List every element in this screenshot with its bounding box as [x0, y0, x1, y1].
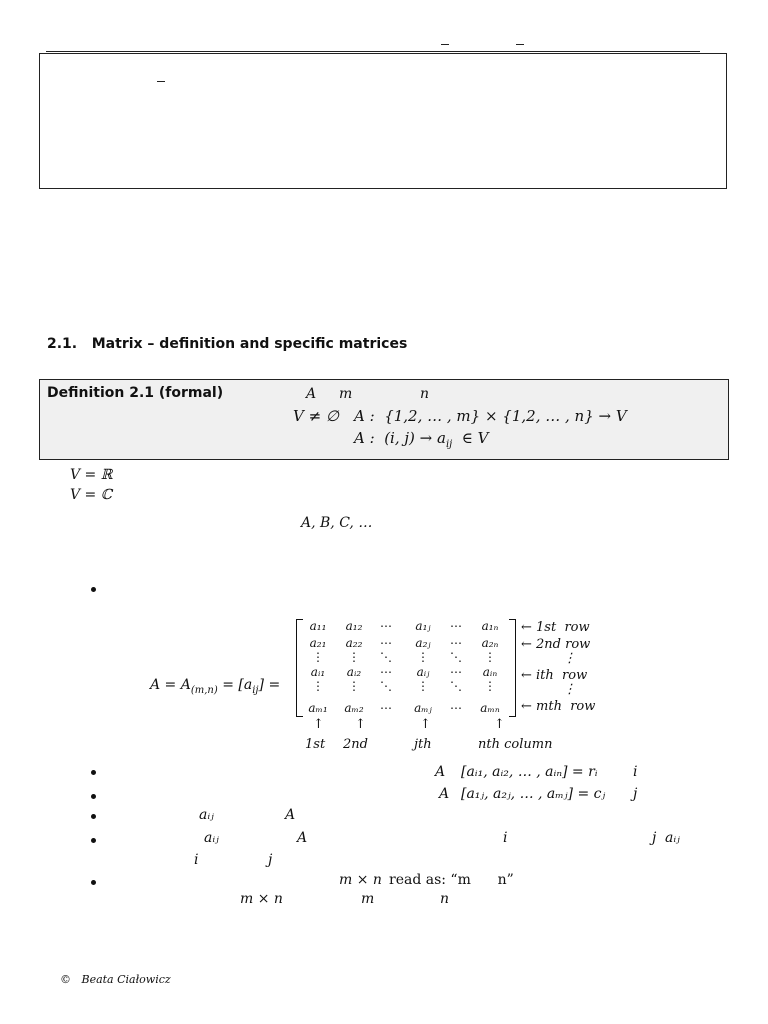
header-dash	[516, 44, 524, 45]
col-index-j: j	[633, 786, 638, 802]
matrix-cell: a₁ₙ	[481, 619, 499, 633]
general-matrix	[296, 617, 516, 717]
matrix-notation: A, B, C, …	[301, 515, 373, 531]
position-aij-2: aᵢⱼ	[665, 830, 680, 846]
matrix-row-label: ⋮	[563, 682, 576, 697]
real-field: V = ℝ	[70, 467, 113, 483]
matrix-cell: a₁₂	[345, 619, 363, 633]
matrix-cell: a₂ₙ	[481, 636, 499, 650]
summary-box	[39, 53, 727, 189]
matrix-cell: ⋯	[450, 665, 462, 679]
matrix-cell: aᵢ₂	[346, 665, 362, 679]
matrix-cell: ⋮	[417, 679, 429, 693]
position-i-2: i	[194, 852, 199, 868]
col-vector-A: A	[439, 786, 450, 802]
matrix-cell: aₘ₁	[308, 701, 328, 715]
column-label: jth	[414, 737, 432, 752]
size-mxn-2: m × n	[240, 891, 283, 907]
position-i: i	[503, 830, 508, 846]
matrix-cell: ⋮	[348, 650, 360, 664]
matrix-cell: aₘⱼ	[414, 701, 432, 715]
matrix-cell: aₘₙ	[480, 701, 500, 715]
definition-title: Definition 2.1 (formal)	[47, 385, 224, 401]
column-arrow: ↑	[355, 717, 366, 732]
column-label: 1st	[305, 737, 326, 752]
bullet	[91, 770, 96, 775]
bullet	[91, 587, 96, 592]
column-arrow: ↑	[313, 717, 324, 732]
def-elementwise: A : (i, $j) \to a_{ij}$ ∈ V	[354, 429, 489, 450]
bullet	[91, 880, 96, 885]
column-label: 2nd	[343, 737, 368, 752]
matrix-cell: a₂₁	[309, 636, 327, 650]
def-symbol-m: m	[339, 386, 353, 402]
matrix-row-label: ← 2nd row	[521, 637, 591, 652]
matrix-row-label: ⋮	[563, 651, 576, 666]
matrix-cell: ⋯	[450, 636, 462, 650]
matrix-cell: ⋯	[380, 636, 392, 650]
matrix-cell: ⋯	[380, 665, 392, 679]
column-arrow: ↑	[420, 717, 431, 732]
bullet	[91, 794, 96, 799]
matrix-cell: a₁ⱼ	[415, 619, 431, 633]
def-mapping: A : {1,2, … , m} × {1,2, … , n} → V	[354, 407, 627, 425]
matrix-cell: ⋮	[484, 679, 496, 693]
position-j-2: j	[268, 852, 273, 868]
matrix-cell: ⋯	[450, 619, 462, 633]
complex-field: V = ℂ	[70, 487, 112, 503]
row-vector-expr: [aᵢ₁, aᵢ₂, … , aᵢₙ] = rᵢ	[461, 764, 598, 780]
matrix-cell: ⋮	[312, 650, 324, 664]
size-n: n	[440, 891, 450, 907]
size-read-as: read as: “m n”	[389, 872, 514, 888]
size-m: m	[361, 891, 375, 907]
matrix-cell: a₂ⱼ	[415, 636, 431, 650]
matrix-cell: aₘ₂	[344, 701, 364, 715]
position-A: A	[297, 830, 308, 846]
row-index-i: i	[633, 764, 638, 780]
copyright-footer: © Beata Ciałowicz	[60, 973, 171, 986]
header-rule	[46, 51, 700, 52]
bullet	[91, 814, 96, 819]
section-title: Matrix – definition and specific matrices	[91, 336, 408, 352]
matrix-cell: ⋯	[380, 619, 392, 633]
section-heading	[47, 336, 407, 352]
matrix-left-bracket	[296, 619, 303, 717]
column-label: nth column	[478, 737, 553, 752]
matrix-cell: ⋱	[380, 650, 392, 664]
matrix-lhs: $A = A_{(m,n)} = [a_{ij}]$ =	[150, 677, 281, 696]
matrix-right-bracket	[509, 619, 516, 717]
summary-dash	[157, 81, 165, 82]
row-vector-A: A	[435, 764, 446, 780]
matrix-cell: aᵢⱼ	[416, 665, 430, 679]
col-vector-expr: [a₁ⱼ, a₂ⱼ, … , aₘⱼ] = cⱼ	[461, 786, 606, 802]
matrix-cell: ⋱	[450, 679, 462, 693]
def-symbol-n: n	[420, 386, 430, 402]
def-condition: V ≠ ∅	[293, 407, 340, 425]
def-symbol-A: A	[306, 386, 317, 402]
matrix-cell: aᵢₙ	[482, 665, 498, 679]
element-A: A	[285, 807, 296, 823]
matrix-cell: aᵢ₁	[310, 665, 326, 679]
matrix-cell: ⋱	[450, 650, 462, 664]
header-dash	[441, 44, 449, 45]
position-j: j	[652, 830, 657, 846]
matrix-row-label: ← mth row	[521, 699, 596, 714]
matrix-row-label: ← ith row	[521, 668, 588, 683]
element-aij: aᵢⱼ	[199, 807, 214, 823]
bullet	[91, 838, 96, 843]
matrix-cell: ⋮	[312, 679, 324, 693]
matrix-cell: ⋮	[417, 650, 429, 664]
matrix-cell: ⋮	[348, 679, 360, 693]
matrix-cell: ⋯	[450, 701, 462, 715]
section-number: 2.1.	[47, 336, 78, 352]
size-mxn: m × n	[339, 872, 382, 888]
matrix-cell: ⋯	[380, 701, 392, 715]
matrix-row-label: ← 1st row	[521, 620, 590, 635]
matrix-cell: a₁₁	[309, 619, 327, 633]
matrix-cell: ⋱	[380, 679, 392, 693]
matrix-cell: a₂₂	[345, 636, 363, 650]
position-aij: aᵢⱼ	[204, 830, 219, 846]
matrix-cell: ⋮	[484, 650, 496, 664]
column-arrow: ↑	[494, 717, 505, 732]
